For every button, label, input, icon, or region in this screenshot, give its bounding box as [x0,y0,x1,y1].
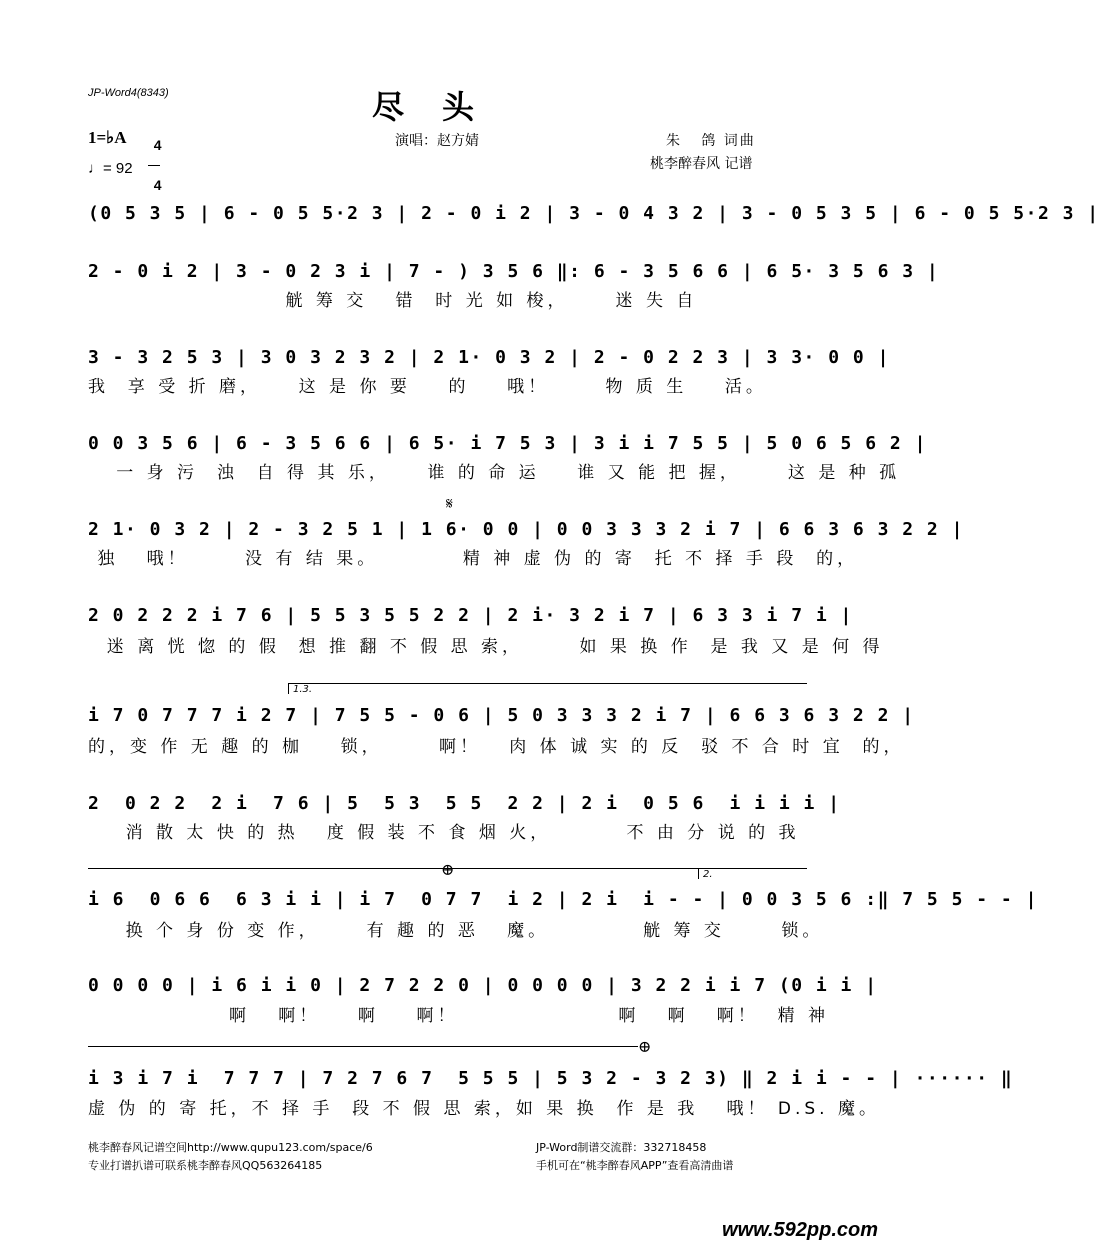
lyrics-row-9: 换 个 身 份 变 作， 有 趣 的 恶 魔。 觥 筹 交 锁。 [88,921,824,941]
notation-row-1: (0 5 3 5 | 6 - 0 5 5·2 3 | 2 - 0 i 2 | 3 - 0 4 3 2 | 3 - 0 5 3 5 | 6 - 0 5 5·2 3 | [88,203,1100,224]
notation-row-9: i 6 0 6 6 6 3 i i | i 7 0 7 7 i 2 | 2 i i - - | 0 0 3 5 6 :‖ 7 5 5 - - | [88,889,1038,910]
lyrics-row-5: 独 哦！ 没 有 结 果。 精 神 虚 伪 的 寄 托 不 择 手 段 的， [88,549,859,569]
lyrics-row-1 [88,228,808,252]
notation-row-5: 2 1· 0 3 2 | 2 - 3 2 5 1 | 1 6· 0 0 | 0 0 3 3 3 2 i 7 | 6 6 3 6 3 2 2 | [88,519,964,540]
coda-mark-1: ⊕ [441,860,455,879]
notation-row-6: 2 0 2 2 2 i 7 6 | 5 5 3 5 5 2 2 | 2 i· 3 2 i 7 | 6 3 3 i 7 i | [88,605,853,626]
volta-line-continued [88,868,698,879]
notation-row-7: i 7 0 7 7 7 i 2 7 | 7 5 5 - 0 6 | 5 0 3 3 3 2 i 7 | 6 6 3 6 3 2 2 | [88,705,915,726]
composer-credit: 朱 鸽 词曲 [666,133,756,149]
lyrics-row-10: 啊 啊！ 啊 啊！ 啊 啊 啊！ 精 神 [88,1006,829,1026]
footer-left-line-2: 专业打谱扒谱可联系桃李醉春风QQ563264185 [88,1159,323,1172]
site-watermark: www.592pp.com [722,1219,878,1241]
segno-mark: 𝄋 [446,494,453,513]
volta-label-2: 2. [703,869,713,880]
footer-left-line-1: 桃李醉春风记谱空间http://www.qupu123.com/space/6 [88,1141,373,1154]
volta-bracket-1 [288,683,807,694]
notation-row-8: 2 0 2 2 2 i 7 6 | 5 5 3 5 5 2 2 | 2 i 0 5 6 i i i i | [88,793,841,814]
lyrics-row-8: 消 散 太 快 的 热 度 假 装 不 食 烟 火， 不 由 分 说 的 我 [88,823,800,843]
time-denominator: 4 [153,177,162,193]
lyrics-row-4: 一 身 污 浊 自 得 其 乐， 谁 的 命 运 谁 又 能 把 握， 这 是 种 孤 [88,463,901,483]
singer-credit: 演唱：赵方婧 [395,133,479,149]
app-version-label: JP-Word4(8343) [88,87,169,99]
lyrics-row-3: 我 享 受 折 磨， 这 是 你 要 的 哦！ 物 质 生 活。 [88,377,767,397]
footer-right-line-1: JP-Word制谱交流群：332718458 [536,1141,707,1154]
song-title: 尽头 [372,88,513,126]
notation-row-2: 2 - 0 i 2 | 3 - 0 2 3 i | 7 - ) 3 5 6 ‖: 6 - 3 5 6 6 | 6 5· 3 5 6 3 | [88,261,940,282]
time-signature [146,126,162,192]
notation-row-10: 0 0 0 0 | i 6 i i 0 | 2 7 2 2 0 | 0 0 0 0 | 3 2 2 i i 7 (0 i i | [88,975,878,996]
volta-label-1: 1.3. [293,684,313,695]
key-signature: 1=♭A [88,128,127,147]
transcriber-credit: 桃李醉春风 记谱 [650,156,753,172]
lyrics-row-6: 迷 离 恍 惚 的 假 想 推 翻 不 假 思 索， 如 果 换 作 是 我 又 是 何 得 [88,637,884,657]
volta-bracket-2 [698,868,807,879]
time-numerator: 4 [153,137,162,153]
lyrics-row-7: 的，变 作 无 趣 的 枷 锁， 啊！ 肉 体 诚 实 的 反 驳 不 合 时 宜 的， [88,737,905,757]
coda-mark-2: ⊕ [638,1037,652,1056]
notation-row-4: 0 0 3 5 6 | 6 - 3 5 6 6 | 6 5· i 7 5 3 | 3 i i 7 5 5 | 5 0 6 5 6 2 | [88,433,927,454]
notation-row-11: i 3 i 7 i 7 7 7 | 7 2 7 6 7 5 5 5 | 5 3 2 - 3 2 3) ‖ 2 i i - - | ······ ‖ [88,1068,1014,1089]
volta-line-final [88,1046,638,1057]
lyrics-row-2: 觥 筹 交 错 时 光 如 梭， 迷 失 自 [88,291,698,311]
tempo-marking: ♩= 92 [88,160,133,177]
footer-right-line-2: 手机可在“桃李醉春风APP”查看高清曲谱 [536,1159,734,1172]
notation-row-3: 3 - 3 2 5 3 | 3 0 3 2 3 2 | 2 1· 0 3 2 | 2 - 0 2 2 3 | 3 3· 0 0 | [88,347,890,368]
lyrics-row-11: 虚 伪 的 寄 托，不 择 手 段 不 假 思 索，如 果 换 作 是 我 哦！ D.S. 魔。 [88,1099,880,1119]
